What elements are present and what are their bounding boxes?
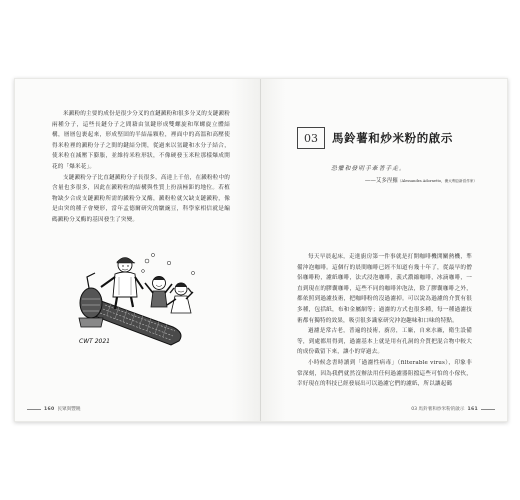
chapter-heading [297,127,453,149]
child-figure-drawing [145,277,172,308]
chapter-number: 03 [297,127,325,149]
cartoon-illustration [73,243,207,349]
folio-rule [481,409,495,410]
right-body-text [297,252,472,390]
right-paragraph-1: 每天早晨起床，走進廚房第一件事就是打開咖啡機開關熱機，準備沖泡咖啡。這個行的晨間咖啡已經不知道有幾十年了，從最早的僧侶咖啡粉，濾紙咖啡，法式浸泡咖啡，義式濃縮咖啡，冰滴咖啡，一直到現在的膠囊咖啡，這些不同的咖啡沖泡法，除了膠囊咖啡之外，都依照到過濾技術，把咖啡粉的沒過濾掉。可以說為過濾的介質有很多種，包括紙，布和金屬網等；過濾的方式也很多種，每一種過濾技術都有獨特的效果，吸引很多識家研究沖泡趣味和口味的特點。 [297,254,472,324]
left-running-title: 民眾與豐饒 [57,407,81,412]
book-spread [14,78,508,422]
right-page-number: 161 [467,406,478,412]
left-paragraph-1: 米澱粉的主要的成份是很少分叉的直鏈澱粉和很多分叉的支鏈澱粉兩種分子，這些長鏈分子之間藉由氫鍵形成雙螺旋和單螺旋立體結構，層層包裹起來，形成堅固的半結晶顆粒，裡面中的高溫和高壓使得米粒裡的澱粉分子之間的鍵結分開，從過來以氫鍵和水分子結合，使米粒在減壓下膨脹，並維持米粒形狀，不像硬發玉米粒那樣爆成開花的「爆米花」。 [52,111,230,170]
right-page [261,79,507,421]
man-figure-drawing [101,258,143,310]
popping-machine-drawing [79,273,103,327]
folio-rule [27,409,41,410]
left-folio [27,406,80,412]
left-page-number: 160 [44,406,55,412]
right-running-title: 03 馬鈴薯和炒米粉的啟示 [411,407,465,412]
popcorn-bits-drawing [142,253,195,274]
epigraph-author: ——艾多涅羅 [364,178,398,184]
girl-figure-drawing [167,283,193,313]
epigraph-attribution [331,176,477,184]
right-paragraph-3: 小時候念書時讀到「過濾性病毒」（filterable virus），印象非常深刻，因為我們就然沒辦法用任何過濾器阻擋這些可怕的小傢伙，幸好現在的科技已經發展出可以過濾它們的濾紙，所以讓起碼 [297,359,472,388]
left-page [15,79,261,421]
epigraph-quote: 恐懼和發明手牽著手走。 [331,166,406,172]
left-body-text [52,109,230,226]
epigraph-author-note: （Alessandra Adornetto，澳大利亞新晉作家） [397,179,477,183]
illustration-signature: CWT 2021 [79,338,110,345]
chapter-title: 馬鈴薯和炒米粉的啟示 [332,131,453,145]
right-folio [411,406,495,412]
right-paragraph-2: 過濾是常古老，普遍的技術，廚房，工廠，自來水廠，衛生設備等，到處都用得到，過濾基本上就是用有孔洞的介質把混合物中較大的成份截留下來，讓小的穿過去。 [297,328,472,356]
left-paragraph-2: 支鏈澱粉分子比直鏈澱粉分子長很多，高達上千倍，在澱粉粒中的含量也多很多，因此在澱粉粒的結構與性質上扮演極鉅的地位。若植物缺少合成支鏈澱粉所需的澱粉分叉酶，澱粉粒就欠缺支鏈澱粉，像是由突的種子會變形，當年孟德爾研究的皺豌豆，科學家相信就是編碼澱粉分叉酶的基因發生了突變。 [52,174,230,223]
epigraph [331,163,477,184]
